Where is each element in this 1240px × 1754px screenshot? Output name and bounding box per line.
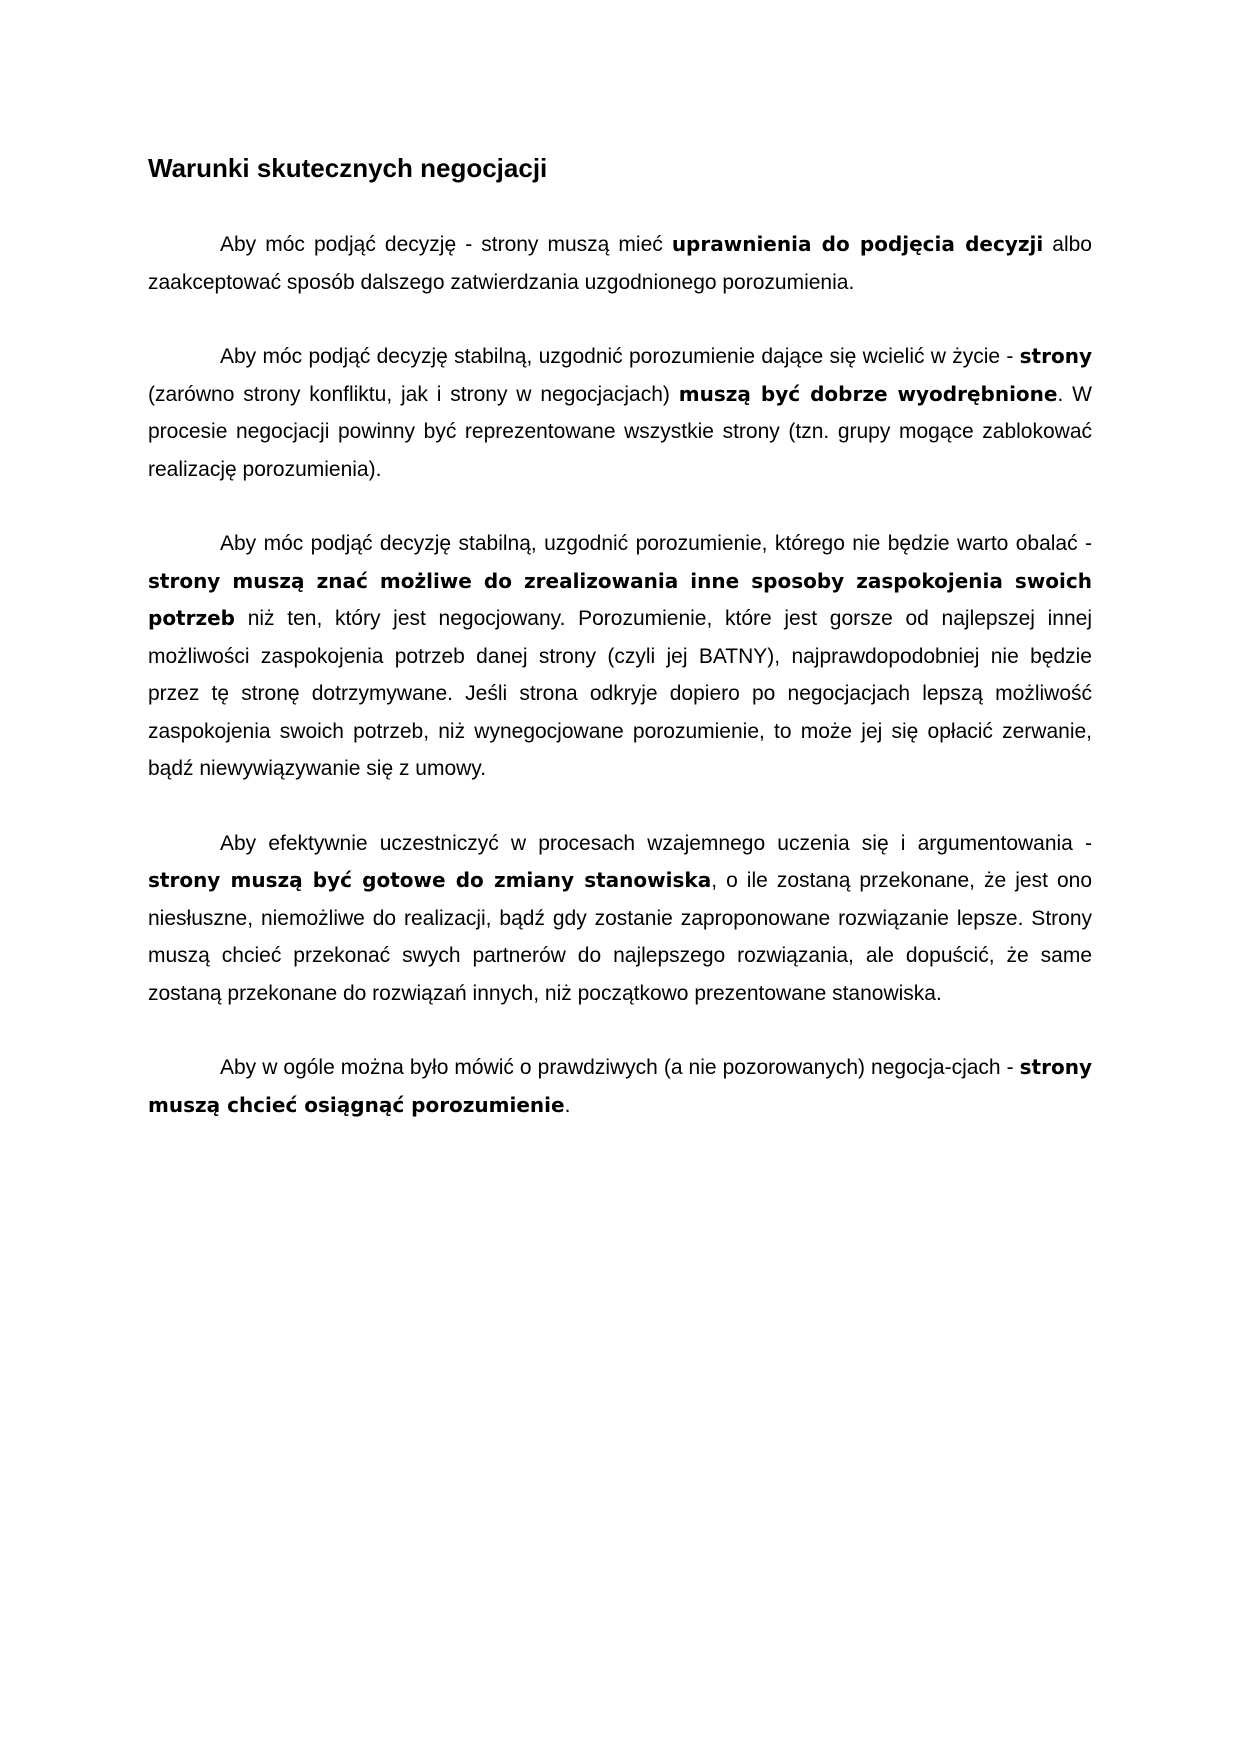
- paragraph-text: albo zaakceptować sposób dalszego zatwierdzania uzgodnionego porozumienia.: [148, 233, 1092, 294]
- bold-phrase: strony muszą być gotowe do zmiany stanowiska: [148, 868, 712, 892]
- paragraph-3: [148, 525, 1092, 788]
- paragraph-5: [148, 1049, 1092, 1124]
- paragraph-2: [148, 338, 1092, 488]
- bold-phrase: strony muszą znać możliwe do zrealizowania inne sposoby zaspokojenia swoich potrzeb: [148, 568, 1092, 630]
- paragraph-text: Aby móc podjąć decyzję stabilną, uzgodnić porozumienie dające się wcielić w życie -: [220, 345, 1020, 368]
- bold-phrase: strony: [1019, 344, 1092, 368]
- paragraph-text: . W procesie negocjacji powinny być reprezentowane wszystkie strony (tzn. grupy mogące zablokować realizację porozumienia).: [148, 382, 1093, 481]
- paragraph-text: (zarówno strony konfliktu, jak i strony w negocjacjach): [148, 382, 679, 406]
- paragraph-text: Aby móc podjąć decyzję - strony muszą mieć: [220, 233, 672, 256]
- bold-phrase: muszą być dobrze wyodrębnione: [678, 381, 1058, 406]
- paragraph-text: , o ile zostaną przekonane, że jest ono niesłuszne, niemożliwe do realizacji, bądź gdy zostanie zaproponowane rozwiązanie lepsze. Strony muszą chcieć przekonać swych partnerów do najlepszego rozwiązania, ale dopuścić, że same zostaną przekonane do rozwiązań innych, niż początkowo prezentowane stanowiska.: [148, 869, 1093, 1005]
- paragraph-1: [148, 226, 1092, 301]
- paragraph-text: Aby efektywnie uczestniczyć w procesach wzajemnego uczenia się i argumentowania -: [220, 831, 1092, 855]
- bold-phrase: uprawnienia do podjęcia decyzji: [671, 232, 1044, 256]
- paragraph-4: [148, 825, 1092, 1013]
- document-body: [148, 150, 1092, 1161]
- paragraph-text: Aby móc podjąć decyzję stabilną, uzgodnić porozumienie, którego nie będzie warto obalać -: [220, 532, 1092, 555]
- paragraph-text: Aby w ogóle można było mówić o prawdziwych (a nie pozorowanych) negocja-cjach -: [220, 1056, 1020, 1079]
- paragraph-text: .: [564, 1093, 571, 1117]
- paragraph-text: niż ten, który jest negocjowany. Porozumienie, które jest gorsze od najlepszej innej możliwości zaspokojenia potrzeb danej strony (czyli jej BATNY), najprawdopodobniej nie będzie przez tę stronę dotrzymywane. Jeśli strona odkryje dopiero po negocjacjach lepszą możliwość zaspokojenia swoich potrzeb, niż wynegocjowane porozumienie, to może jej się opłacić zerwanie, bądź niewywiązywanie się z umowy.: [148, 607, 1092, 780]
- bold-phrase: strony muszą chcieć osiągnąć porozumienie: [148, 1055, 1092, 1117]
- document-title: Warunki skutecznych negocjacji: [148, 153, 548, 183]
